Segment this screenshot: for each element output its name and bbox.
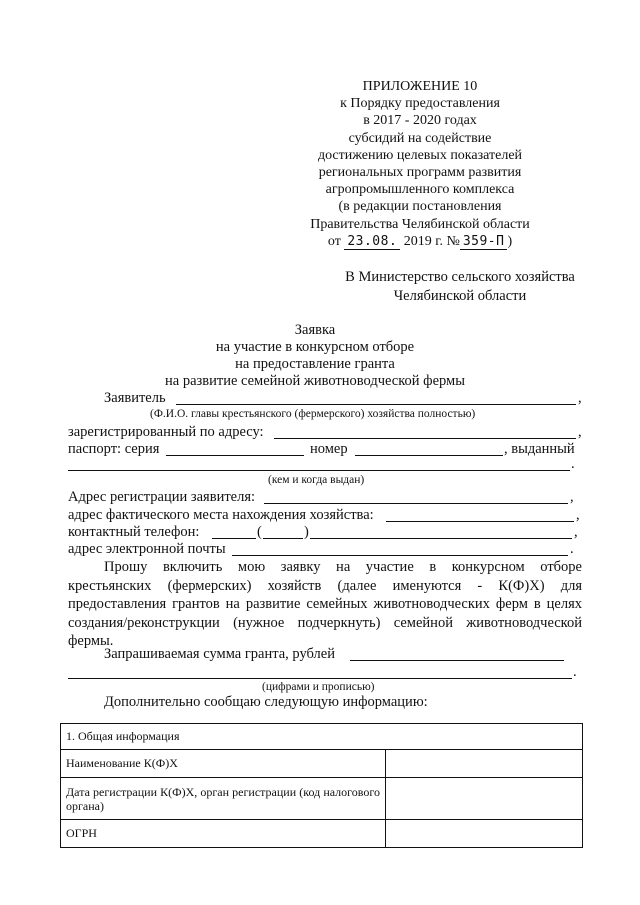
paragraph-line: Прошу включить мою заявку на участие в конкурсном отборе bbox=[104, 559, 582, 575]
title-line: на предоставление гранта bbox=[235, 356, 395, 372]
appendix-line: (в редакции постановления bbox=[338, 199, 502, 215]
phone-prefix-field[interactable] bbox=[212, 538, 256, 539]
comma: , bbox=[578, 390, 582, 406]
paragraph-line: предоставления грантов на развитие семейных животноводческих ферм в целях bbox=[68, 596, 582, 612]
handwritten-number: 359-П bbox=[460, 234, 508, 250]
table-section-row bbox=[61, 724, 583, 750]
resolution-date-line bbox=[300, 233, 540, 250]
grant-amount-hint: (цифрами и прописью) bbox=[262, 681, 375, 693]
addressee-block bbox=[330, 268, 590, 306]
registered-address-field[interactable] bbox=[274, 438, 576, 439]
appendix-line: Правительства Челябинской области bbox=[310, 216, 530, 232]
applicant-label: Заявитель bbox=[104, 390, 166, 406]
grant-amount-label: Запрашиваемая сумма гранта, рублей bbox=[104, 646, 335, 662]
table-row bbox=[61, 820, 583, 848]
addressee-line: В Министерство сельского хозяйства bbox=[345, 269, 575, 285]
registered-address-label: зарегистрированный по адресу: bbox=[68, 424, 264, 440]
table-row bbox=[61, 778, 583, 820]
comma: , bbox=[570, 489, 574, 505]
phone-label: контактный телефон: bbox=[68, 524, 200, 540]
email-field[interactable] bbox=[232, 555, 568, 556]
dot: . bbox=[573, 664, 577, 680]
appendix-line: агропромышленного комплекса bbox=[325, 182, 515, 198]
applicant-hint: (Ф.И.О. главы крестьянского (фермерского) хозяйства полностью) bbox=[150, 408, 476, 420]
table-section-title: 1. Общая информация bbox=[61, 724, 583, 750]
applicant-name-field[interactable] bbox=[176, 404, 576, 405]
issued-label: , выданный bbox=[504, 441, 575, 457]
comma: , bbox=[574, 524, 578, 540]
grant-amount-field[interactable] bbox=[350, 660, 564, 661]
comma: , bbox=[576, 507, 580, 523]
reg-address-label: Адрес регистрации заявителя: bbox=[68, 489, 256, 505]
paragraph-line: крестьянских (фермерских) хозяйств (далее именуются - К(Ф)Х) для bbox=[68, 577, 582, 594]
table-row-value[interactable] bbox=[386, 820, 583, 848]
issued-by-field[interactable] bbox=[68, 470, 570, 471]
table-row-label: Наименование К(Ф)Х bbox=[61, 750, 386, 778]
paragraph-line: фермы. bbox=[68, 633, 114, 649]
handwritten-date: 23.08. bbox=[344, 234, 400, 250]
appendix-line: в 2017 - 2020 годах bbox=[363, 113, 477, 129]
appendix-line: региональных программ развития bbox=[318, 165, 522, 181]
document-title bbox=[150, 322, 480, 390]
grant-amount-words-field[interactable] bbox=[68, 678, 572, 679]
passport-number-field[interactable] bbox=[355, 455, 503, 456]
appendix-line: субсидий на содействие bbox=[348, 130, 492, 146]
title-line: на развитие семейной животноводческой фермы bbox=[165, 373, 465, 389]
date-prefix: от bbox=[327, 233, 341, 249]
issued-hint: (кем и когда выдан) bbox=[268, 474, 365, 486]
table-row-value[interactable] bbox=[386, 750, 583, 778]
appendix-line: ПРИЛОЖЕНИЕ 10 bbox=[362, 79, 478, 94]
title-line: Заявка bbox=[294, 322, 336, 338]
reg-address-field[interactable] bbox=[264, 503, 568, 504]
close-paren: ) bbox=[507, 233, 513, 249]
appendix-line: к Порядку предоставления bbox=[340, 96, 500, 112]
dot: . bbox=[570, 541, 574, 557]
table-row-label: ОГРН bbox=[61, 820, 386, 848]
farm-address-label: адрес фактического места нахождения хозяйства: bbox=[68, 507, 374, 523]
email-label: адрес электронной почты bbox=[68, 541, 226, 557]
phone-open-paren: ( bbox=[257, 524, 262, 540]
appendix-line: достижению целевых показателей bbox=[317, 147, 523, 163]
title-line: на участие в конкурсном отборе bbox=[215, 339, 415, 355]
addressee-line: Челябинской области bbox=[393, 288, 527, 304]
passport-number-label: номер bbox=[310, 441, 348, 457]
table-row-label: Дата регистрации К(Ф)Х, орган регистрации (код налогового органа) bbox=[61, 778, 386, 820]
year-text: 2019 г. № bbox=[403, 233, 460, 249]
phone-number-field[interactable] bbox=[310, 538, 572, 539]
phone-close-paren: ) bbox=[304, 524, 309, 540]
table-row-value[interactable] bbox=[386, 778, 583, 820]
request-paragraph bbox=[68, 558, 582, 651]
comma: , bbox=[578, 424, 582, 440]
dot: . bbox=[571, 456, 575, 472]
appendix-header bbox=[300, 78, 540, 250]
passport-series-label: паспорт: серия bbox=[68, 441, 160, 457]
passport-series-field[interactable] bbox=[166, 455, 304, 456]
extra-info-label: Дополнительно сообщаю следующую информацию: bbox=[104, 694, 428, 710]
general-info-table bbox=[60, 723, 583, 848]
table-row bbox=[61, 750, 583, 778]
farm-address-field[interactable] bbox=[386, 521, 574, 522]
phone-code-field[interactable] bbox=[263, 538, 303, 539]
paragraph-line: создания/реконструкции (нужное подчеркнуть) семейной животноводческой bbox=[68, 614, 582, 631]
